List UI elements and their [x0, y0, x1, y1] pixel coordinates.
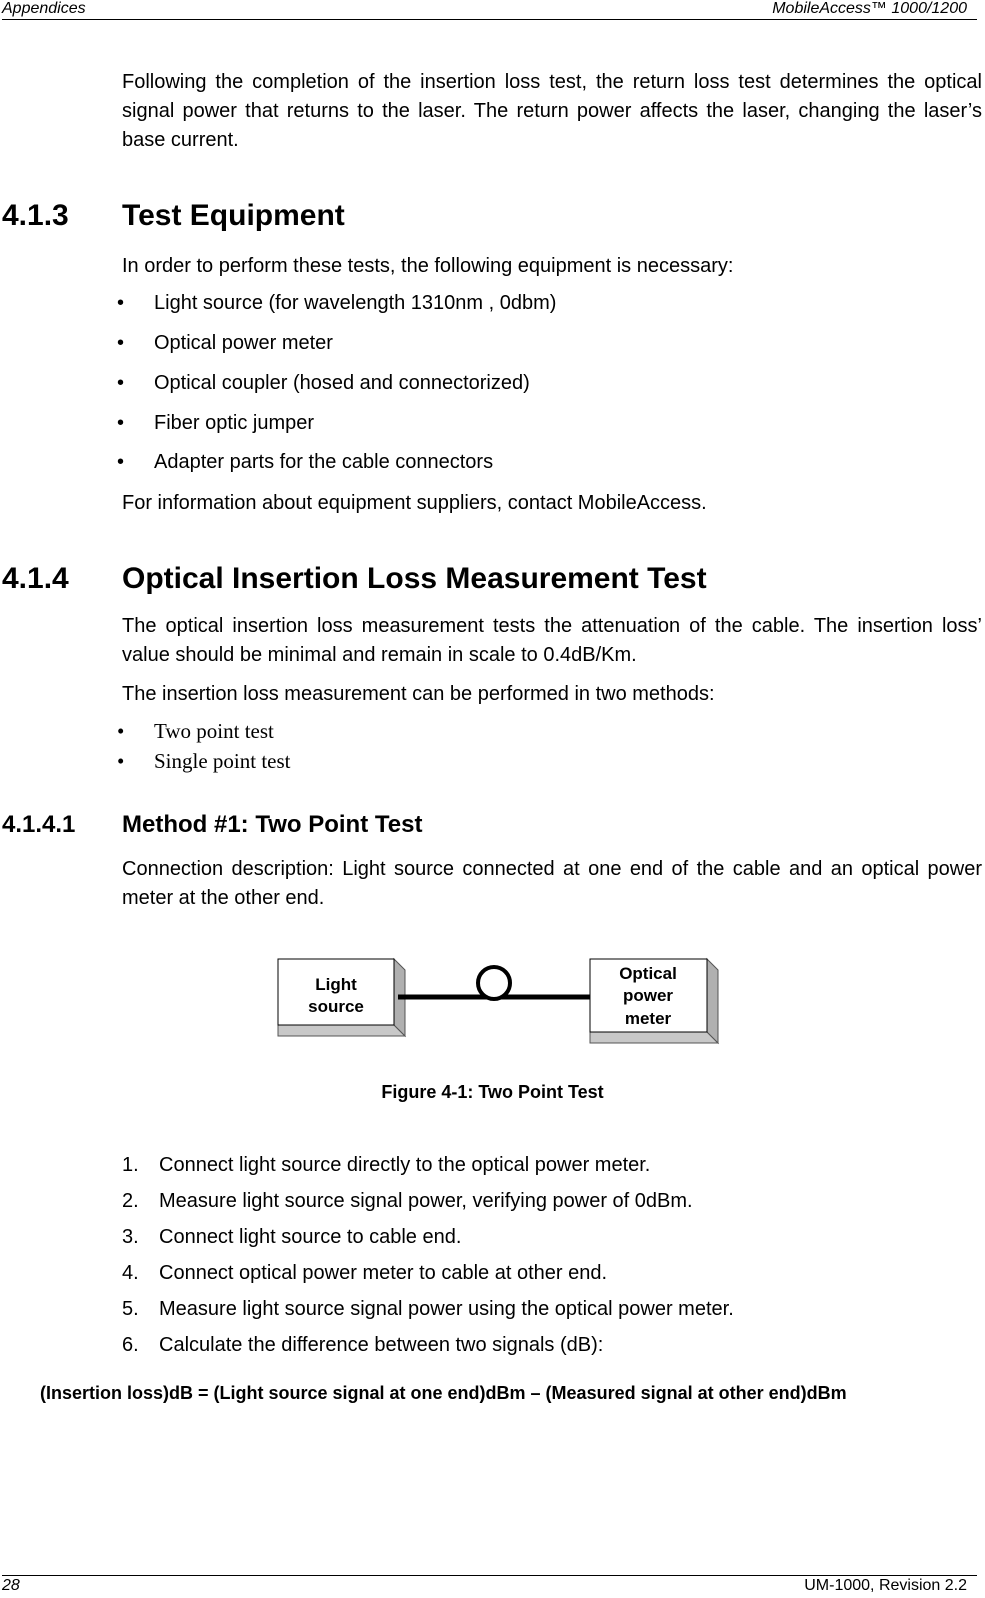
section-4141-number: 4.1.4.1	[2, 811, 76, 838]
bullet-icon: •	[117, 719, 125, 743]
intro-paragraph: Following the completion of the insertion loss test, the return loss test determines the optical signal power that returns to the laser. The return power affects the laser, changing the laser’s base current.	[122, 71, 982, 151]
bullet-icon: •	[117, 451, 125, 473]
cable-spool-icon	[478, 967, 510, 999]
bullet-icon: •	[117, 372, 125, 394]
section-4141-title: Method #1: Two Point Test	[122, 811, 423, 838]
bullet-icon: •	[117, 332, 125, 354]
section-413-footer: For information about equipment suppliers, contact MobileAccess.	[122, 492, 707, 514]
connection-description: Connection description: Light source connected at one end of the cable and an optical power meter at the other end.	[122, 858, 982, 909]
header-section-title: Appendices	[2, 0, 86, 17]
page-number: 28	[2, 1577, 20, 1594]
bullet-icon: •	[117, 749, 125, 773]
section-414-methods-lead: The insertion loss measurement can be performed in two methods:	[122, 683, 715, 705]
section-414-title: Optical Insertion Loss Measurement Test	[122, 562, 707, 595]
power-meter-label-line-2: power	[622, 986, 674, 1005]
power-meter-label-line-1: Optical	[619, 964, 677, 983]
optical-power-meter-box	[590, 959, 718, 1043]
section-414-number: 4.1.4	[2, 562, 69, 595]
light-source-label-line-1: Light	[315, 975, 357, 994]
power-meter-label-line-3: meter	[624, 1009, 672, 1028]
figure-caption: Figure 4-1: Two Point Test	[381, 1082, 604, 1102]
light-source-box	[278, 959, 405, 1036]
section-413-title: Test Equipment	[122, 199, 345, 232]
insertion-loss-formula: (Insertion loss)dB = (Light source signal at one end)dBm – (Measured signal at other end)dBm	[40, 1383, 847, 1403]
header-rule	[2, 19, 977, 20]
footer-rule	[2, 1575, 977, 1576]
bullet-icon: •	[117, 292, 125, 314]
section-413-lead: In order to perform these tests, the following equipment is necessary:	[122, 255, 734, 277]
document-revision: UM-1000, Revision 2.2	[804, 1577, 967, 1594]
two-point-test-diagram	[0, 940, 985, 1060]
section-414-paragraph: The optical insertion loss measurement tests the attenuation of the cable. The insertion loss’ value should be minimal and remain in scale to 0.4dB/Km.	[122, 615, 982, 666]
light-source-label-line-2: source	[308, 997, 364, 1016]
section-413-number: 4.1.3	[2, 199, 69, 232]
bullet-icon: •	[117, 412, 125, 434]
header-product-title: MobileAccess™ 1000/1200	[772, 0, 967, 17]
